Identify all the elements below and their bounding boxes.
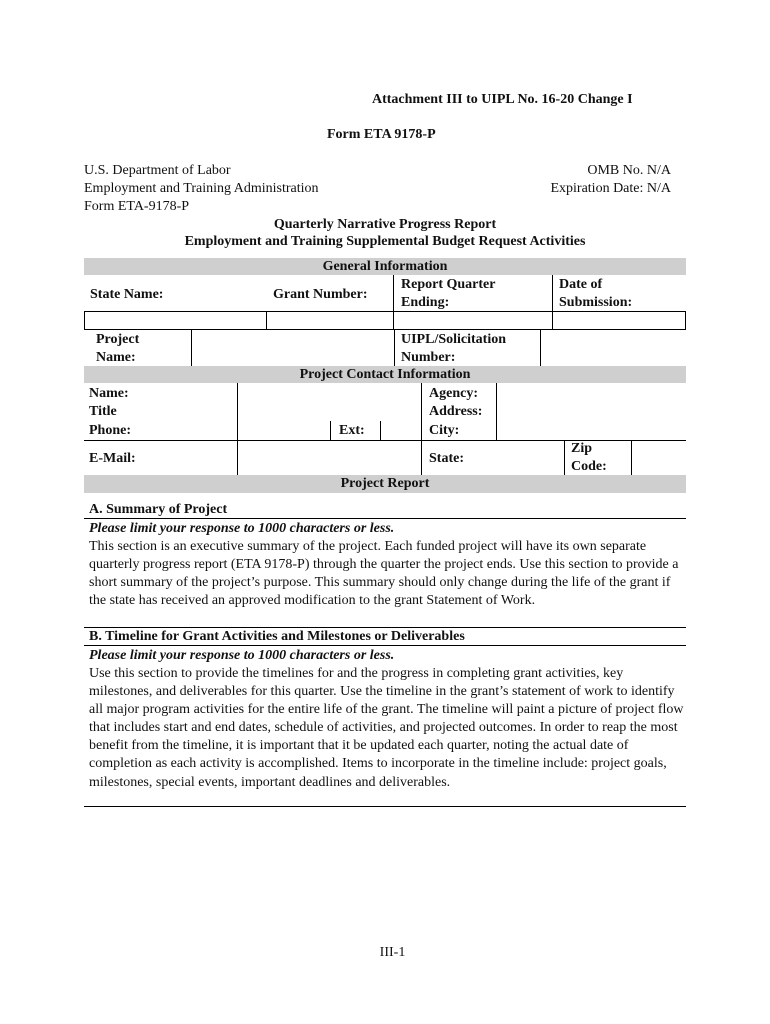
agency-line-2: Employment and Training Administration bbox=[84, 181, 319, 196]
grant-number-label: Grant Number: bbox=[273, 287, 368, 302]
contact-city-label: City: bbox=[429, 423, 460, 438]
report-subtitle: Employment and Training Supplemental Budget Request Activities bbox=[184, 234, 586, 249]
contact-zip-label-1: Zip bbox=[571, 441, 593, 456]
agency-line-3: Form ETA-9178-P bbox=[84, 199, 190, 214]
form-title: Form ETA 9178-P bbox=[327, 127, 436, 142]
state-name-field[interactable] bbox=[85, 312, 266, 329]
project-name-label-1: Project bbox=[96, 332, 140, 347]
date-submission-label-2: Submission: bbox=[559, 295, 633, 310]
contact-ext-field[interactable] bbox=[381, 421, 421, 440]
state-name-label: State Name: bbox=[90, 287, 164, 302]
contact-title-label: Title bbox=[89, 404, 117, 419]
contact-zip-label-2: Code: bbox=[571, 459, 607, 474]
general-information-label: General Information bbox=[322, 259, 448, 274]
contact-state-label: State: bbox=[429, 451, 464, 466]
agency-line-1: U.S. Department of Labor bbox=[84, 163, 231, 178]
contact-state-field[interactable] bbox=[497, 441, 564, 475]
contact-phone-label: Phone: bbox=[89, 423, 131, 438]
report-quarter-label-1: Report Quarter bbox=[401, 277, 496, 292]
uipl-label-1: UIPL/Solicitation bbox=[401, 332, 507, 347]
contact-information-header bbox=[84, 366, 686, 383]
contact-zip-field[interactable] bbox=[632, 441, 685, 475]
page-number: III-1 bbox=[379, 945, 406, 960]
contact-phone-field[interactable] bbox=[238, 421, 330, 440]
submission-date-field[interactable] bbox=[553, 312, 685, 329]
contact-email-field[interactable] bbox=[238, 441, 421, 475]
section-b-title: B. Timeline for Grant Activities and Milestones or Deliverables bbox=[89, 629, 465, 644]
project-name-field[interactable] bbox=[192, 330, 394, 366]
expiration-date: Expiration Date: N/A bbox=[550, 181, 671, 196]
omb-number: OMB No. N/A bbox=[587, 163, 671, 178]
contact-information-label: Project Contact Information bbox=[299, 367, 471, 382]
contact-agency-label: Agency: bbox=[429, 386, 478, 401]
uipl-label-2: Number: bbox=[401, 350, 456, 365]
section-b-note: Please limit your response to 1000 characters or less. bbox=[89, 648, 395, 663]
section-a-note: Please limit your response to 1000 characters or less. bbox=[89, 521, 395, 536]
section-a-text[interactable]: This section is an executive summary of the project. Each funded project will have its own separate quarterly progress report (ETA 9178-P) through the quarter the project ends. Use this section to provide a short summary of the project’s purpose. This summary should only change during the life of the grant if the state has received an approved modification to the grant Statement of Work. bbox=[89, 539, 679, 609]
project-report-label: Project Report bbox=[340, 476, 430, 491]
contact-city-field[interactable] bbox=[497, 421, 685, 440]
contact-ext-label: Ext: bbox=[339, 423, 365, 438]
general-information-header bbox=[84, 258, 686, 275]
grant-number-field[interactable] bbox=[267, 312, 393, 329]
contact-name-field[interactable] bbox=[238, 384, 421, 402]
contact-address-label: Address: bbox=[429, 404, 483, 419]
report-quarter-field[interactable] bbox=[394, 312, 552, 329]
section-a-title: A. Summary of Project bbox=[89, 502, 228, 517]
report-quarter-label-2: Ending: bbox=[401, 295, 450, 310]
section-b-text[interactable]: Use this section to provide the timelines for and the progress in completing grant activities, key milestones, and deliverables for this quarter. Use the timeline in the grant’s statement of work to identify all major program activities for the entire life of the grant. The timeline will paint a picture of project flow that includes start and end dates, schedule of activities, and projected outcomes. In order to reap the most benefit from the timeline, it is important that it be updated each quarter, noting the actual date of completion as each activity is accomplished. Items to incorporate in the timeline include: project goals, milestones, special events, important deadlines and deliverables. bbox=[89, 666, 684, 790]
contact-email-label: E-Mail: bbox=[89, 451, 136, 466]
contact-name-label: Name: bbox=[89, 386, 129, 401]
contact-agency-field[interactable] bbox=[497, 384, 685, 402]
project-name-label-2: Name: bbox=[96, 350, 136, 365]
uipl-number-field[interactable] bbox=[541, 330, 685, 366]
report-title: Quarterly Narrative Progress Report bbox=[273, 217, 497, 232]
contact-title-field[interactable] bbox=[238, 402, 421, 421]
project-report-header bbox=[84, 475, 686, 493]
contact-address-field[interactable] bbox=[497, 402, 685, 421]
attachment-title: Attachment III to UIPL No. 16-20 Change I bbox=[372, 92, 633, 107]
date-submission-label-1: Date of bbox=[559, 277, 603, 292]
